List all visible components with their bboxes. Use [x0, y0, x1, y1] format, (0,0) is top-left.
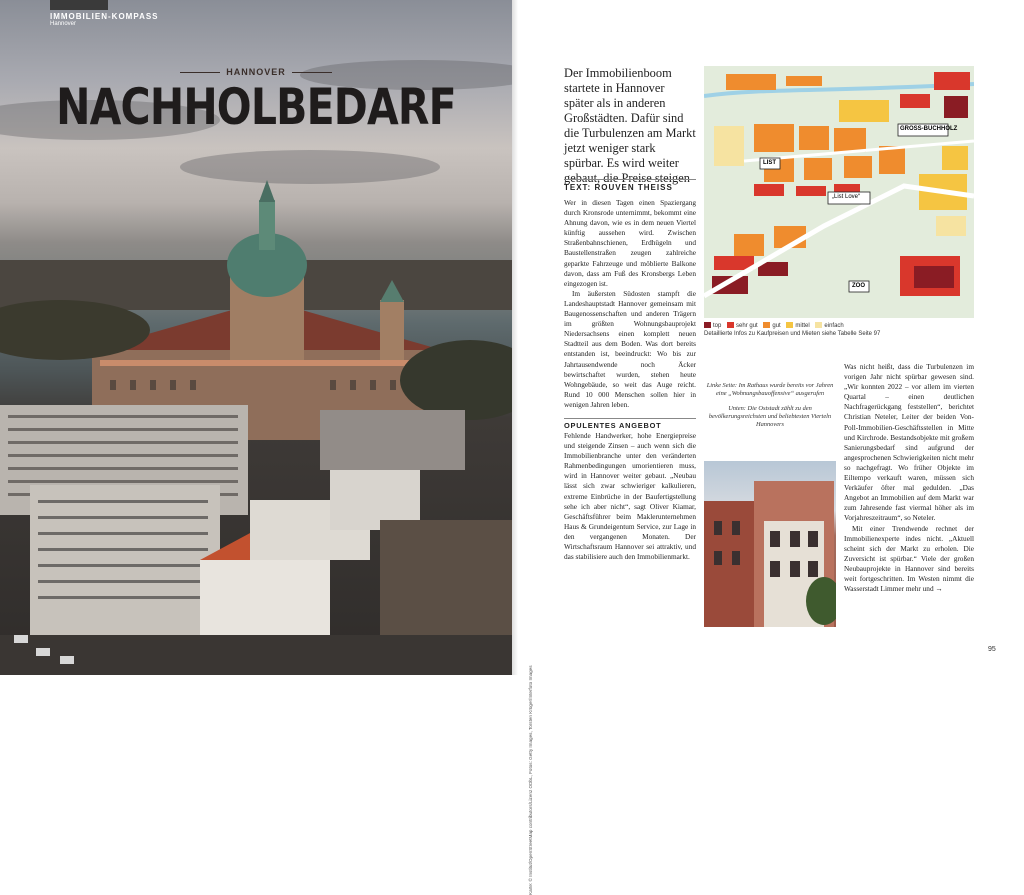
legend-swatch: [727, 322, 734, 328]
legend-swatch: [763, 322, 770, 328]
photo-credit: [528, 400, 536, 895]
caption-line: Linke Seite: Im Rathaus wurde bereits vor Jahren eine „Wohnungsbauoffensive“ ausgerufen: [706, 382, 834, 398]
cityscape-illustration: [0, 180, 512, 675]
paragraph: Mit einer Trendwende rechnet der Immobilienexperte indes nicht. „Aktuell scheint sich der Markt zu erholen. Die Zuversicht ist spürbar.“ Viele der großen Neubauprojekte in Hannover sind bereits weit fortgeschritten. Im Westen nimmt die Wasserstadt Limmer mehr und →: [844, 523, 974, 594]
cover-photo: [0, 0, 512, 675]
photo-caption: [704, 382, 836, 429]
map-label: „List Love“: [832, 194, 861, 200]
intro-text: Der Immobilienboom startete in Hannover später als in anderen Großstädten. Dafür sind die Turbulenzen am Markt jetzt weniger stark spürbar. Es wird weiter gebaut, die Preise steigen: [564, 66, 696, 185]
credit-text: Karte: © Institut/OpenStreetMap contributors/Lizenz ODbL, Fotos: Getty Images, Torsten Krüger/Interfoto Images: [528, 665, 533, 895]
map-graphic: [704, 66, 974, 318]
paragraph: Was nicht heißt, dass die Turbulenzen im vorigen Jahr nicht spürbar gewesen sind. „Wir konnten 2022 – vor allem im vierten Quartal – einen deutlichen Nachfragerückgang feststellen“, berichtet Christian Neteler, Leiter der beiden Von-Poll-Immobilien-Geschäftsstellen in Mitte und Kirchrode. Bestandsobjekte mit großem Sanierungsbedarf sind aufgrund der angesprochenen Schwierigkeiten nicht mehr so nachgefragt. Wo früher Objekte im Eiltempo verkauft waren, müssen sich Verkäufer öfter mal gedulden. „Das Angebot an Immobilien auf dem Markt war zum Jahresende fast viermal höher als im Vorjahreszeitraum“, so Neteler.: [844, 362, 974, 523]
legend-swatch: [704, 322, 711, 328]
subheading: OPULENTES ANGEBOT: [564, 418, 696, 430]
byline: TEXT: ROUVEN THEISS: [564, 179, 696, 192]
legend-label: sehr gut: [736, 323, 758, 329]
page-number: 95: [988, 646, 996, 653]
map-caption: Detaillierte Infos zu Kaufpreisen und Mieten siehe Tabelle Seite 97: [704, 331, 881, 337]
legend-items: [704, 322, 974, 329]
legend-swatch: [815, 322, 822, 328]
cloud: [180, 150, 440, 184]
map-label: LIST: [763, 160, 776, 166]
article-page: [518, 0, 1024, 675]
map-legend: [704, 322, 974, 337]
legend-label: gut: [772, 323, 781, 329]
street-illustration: [704, 461, 836, 627]
district-map: [704, 66, 974, 318]
section-sublabel: Hannover: [50, 21, 77, 27]
legend-label: mittel: [795, 323, 810, 329]
legend-label: top: [713, 323, 722, 329]
paragraph: Wer in diesen Tagen einen Spaziergang durch Kronsrode unternimmt, bekommt eine Ahnung davon, wie es in dem neuen Viertel künftig aussehen wird. Zwischen Straßenbahnschienen, Erdhügeln und Baustellenstraßen zeugen zahlreiche geparkte Fahrzeuge und möblierte Balkone davon, dass am Fuß des Kronsbergs Leben eingezogen ist.: [564, 198, 696, 288]
section-label: IMMOBILIEN-KOMPASS: [50, 12, 159, 21]
caption-line: Unten: Die Oststadt zählt zu den bevölkerungsreichsten und beliebtesten Vierteln Hannovers: [708, 404, 832, 429]
map-label: ZOO: [852, 283, 865, 289]
city-kicker: HANNOVER: [0, 67, 512, 77]
legend-swatch: [786, 322, 793, 328]
headline: NACHHOLBEDARF: [56, 78, 456, 136]
paragraph: Fehlende Handwerker, hohe Energiepreise und steigende Zinsen – auch wenn sich die Immobilienbranche unter den veränderten Rahmenbedingungen umorientieren muss, wird in Hannover weiter gebaut. „Neubau lässt sich zwar schwieriger kalkulieren, extreme Einbrüche in der Baufertigstellung sehe ich aber nicht“, sagt Oliver Kiamar, Geschäftsführer beim Maklerunternehmen Haus & Grundeigentum Service, zur Lage in den vergangenen Monaten. Der Wirtschaftsraum Hannover sei attraktiv, und das stabilisiere auch den Immobilienmarkt.: [564, 430, 696, 562]
legend-label: einfach: [824, 323, 844, 329]
section-marker: [50, 0, 108, 10]
paragraph: Im äußersten Südosten stampft die Landeshauptstadt Hannover gemeinsam mit Baugenossenschaften und anderen Trägern im größten Wohnungsbauprojekt Niedersachsens einen komplett neuen Stadtteil aus dem Boden. Was dort bereits entstanden ist, beeindruckt: Wo bis zur Jahrtausendwende noch Äcker bewirtschaftet wurden, stehen heute Wohngebäude, so weit das Auge reicht. Rund 10 000 Menschen sollen hier in wenigen Jahren leben.: [564, 288, 696, 409]
map-label: GROSS-BUCHHOLZ: [900, 126, 958, 132]
oststadt-photo: [704, 461, 836, 627]
article-column-3: [844, 362, 974, 594]
article-column-1: [564, 198, 696, 562]
